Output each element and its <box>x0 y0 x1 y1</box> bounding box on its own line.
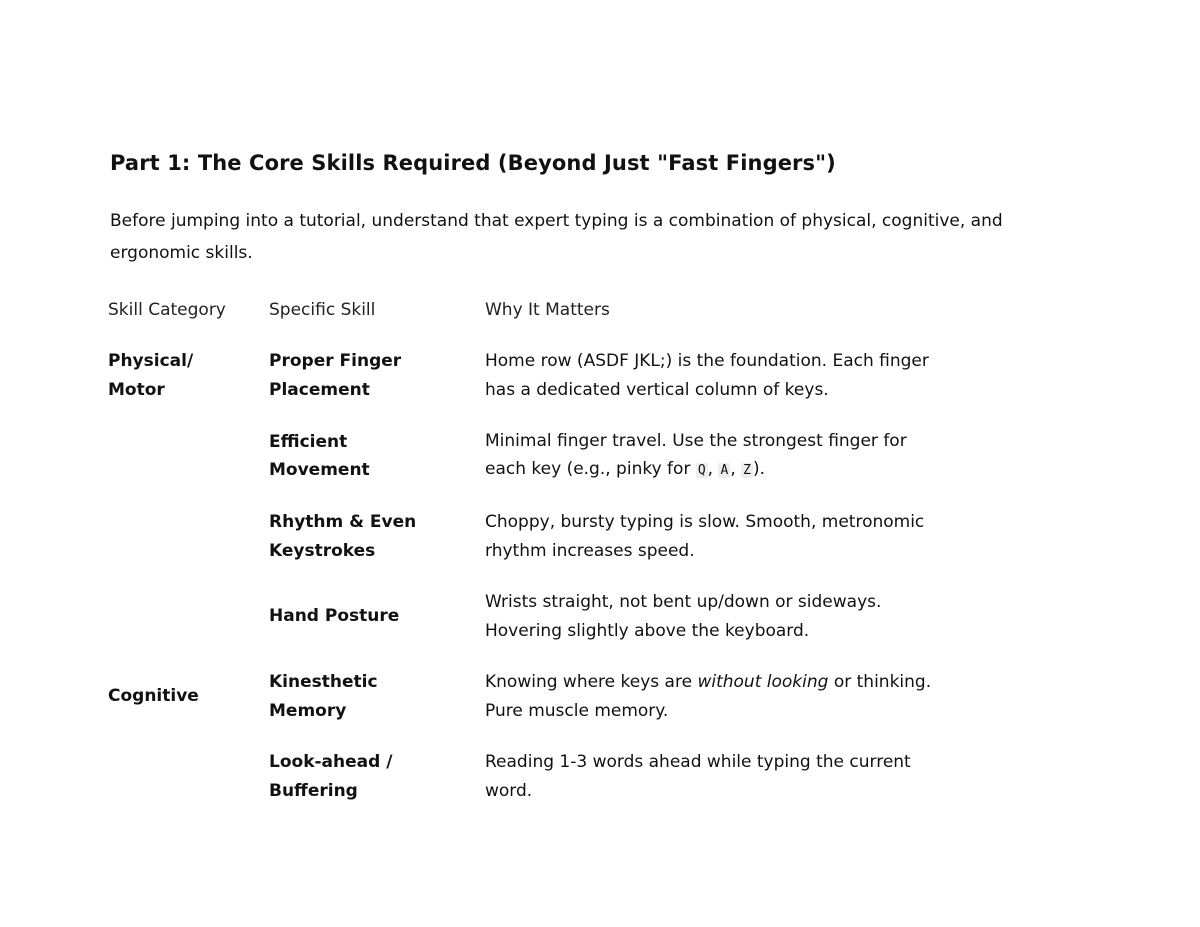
skill-line: Rhythm & Even <box>269 512 417 532</box>
why-line: has a dedicated vertical column of keys. <box>485 379 829 400</box>
why-line: rhythm increases speed. <box>485 540 695 561</box>
why-cell <box>485 668 955 726</box>
intro-paragraph: Before jumping into a tutorial, understand that expert typing is a combination of physical, cognitive, and ergonomic skills. <box>110 211 1003 263</box>
table-row <box>108 347 955 405</box>
table-row <box>108 427 955 486</box>
why-line-prefix: each key (e.g., pinky for <box>485 459 696 479</box>
why-line: Reading 1-3 words ahead while typing the current <box>485 752 911 772</box>
page-title: Part 1: The Core Skills Required (Beyond Just "Fast Fingers") <box>110 151 836 175</box>
why-cell <box>485 588 955 646</box>
why-line: Home row (ASDF JKL;) is the foundation. Each finger <box>485 351 929 371</box>
key-code: A <box>720 463 729 478</box>
category-line: Motor <box>108 379 165 400</box>
separator: , <box>707 459 719 479</box>
skill-line: Memory <box>269 700 347 721</box>
skill-cell <box>269 427 485 486</box>
skill-cell <box>269 347 485 405</box>
why-line: Hovering slightly above the keyboard. <box>485 620 810 641</box>
header-specific-skill: Specific Skill <box>269 300 376 320</box>
why-line: word. <box>485 780 533 801</box>
category-cell: Cognitive <box>108 686 199 707</box>
why-line: Wrists straight, not bent up/down or sideways. <box>485 592 882 612</box>
why-line-suffix: ). <box>752 459 765 479</box>
table-header-row <box>108 296 955 325</box>
header-why-it-matters: Why It Matters <box>485 300 610 320</box>
why-line: Pure muscle memory. <box>485 700 669 721</box>
why-line: Minimal finger travel. Use the strongest finger for <box>485 430 907 451</box>
why-cell <box>485 347 955 405</box>
skills-table <box>108 296 955 806</box>
skill-cell: Hand Posture <box>269 606 400 627</box>
skill-line: Look-ahead / <box>269 752 393 772</box>
category-cell <box>108 508 269 566</box>
skill-line: Proper Finger <box>269 351 402 371</box>
why-cell <box>485 508 955 566</box>
skill-cell <box>269 668 485 726</box>
category-cell <box>108 427 269 486</box>
why-line-prefix: Knowing where keys are <box>485 672 698 692</box>
skill-line: Movement <box>269 460 370 480</box>
why-cell <box>485 427 955 486</box>
emphasis-text: without looking <box>697 672 829 692</box>
category-cell <box>108 588 269 646</box>
key-code: Q <box>697 463 706 478</box>
skill-line: Efficient <box>269 431 348 452</box>
header-skill-category: Skill Category <box>108 300 226 320</box>
skill-line: Buffering <box>269 780 358 801</box>
skill-cell <box>269 508 485 566</box>
table-row <box>108 668 955 726</box>
separator: , <box>730 459 742 479</box>
category-line: Physical/ <box>108 351 194 371</box>
table-row <box>108 508 955 566</box>
skill-line: Keystrokes <box>269 540 376 561</box>
table-row <box>108 748 955 806</box>
table-row <box>108 588 955 646</box>
skill-cell <box>269 748 485 806</box>
skill-line: Placement <box>269 379 370 400</box>
why-cell <box>485 748 955 806</box>
skill-line: Kinesthetic <box>269 672 378 692</box>
category-cell <box>108 347 269 405</box>
category-cell <box>108 748 269 806</box>
why-line: Choppy, bursty typing is slow. Smooth, metronomic <box>485 512 925 532</box>
key-code: Z <box>743 463 751 478</box>
why-line-suffix: or thinking. <box>828 672 932 692</box>
